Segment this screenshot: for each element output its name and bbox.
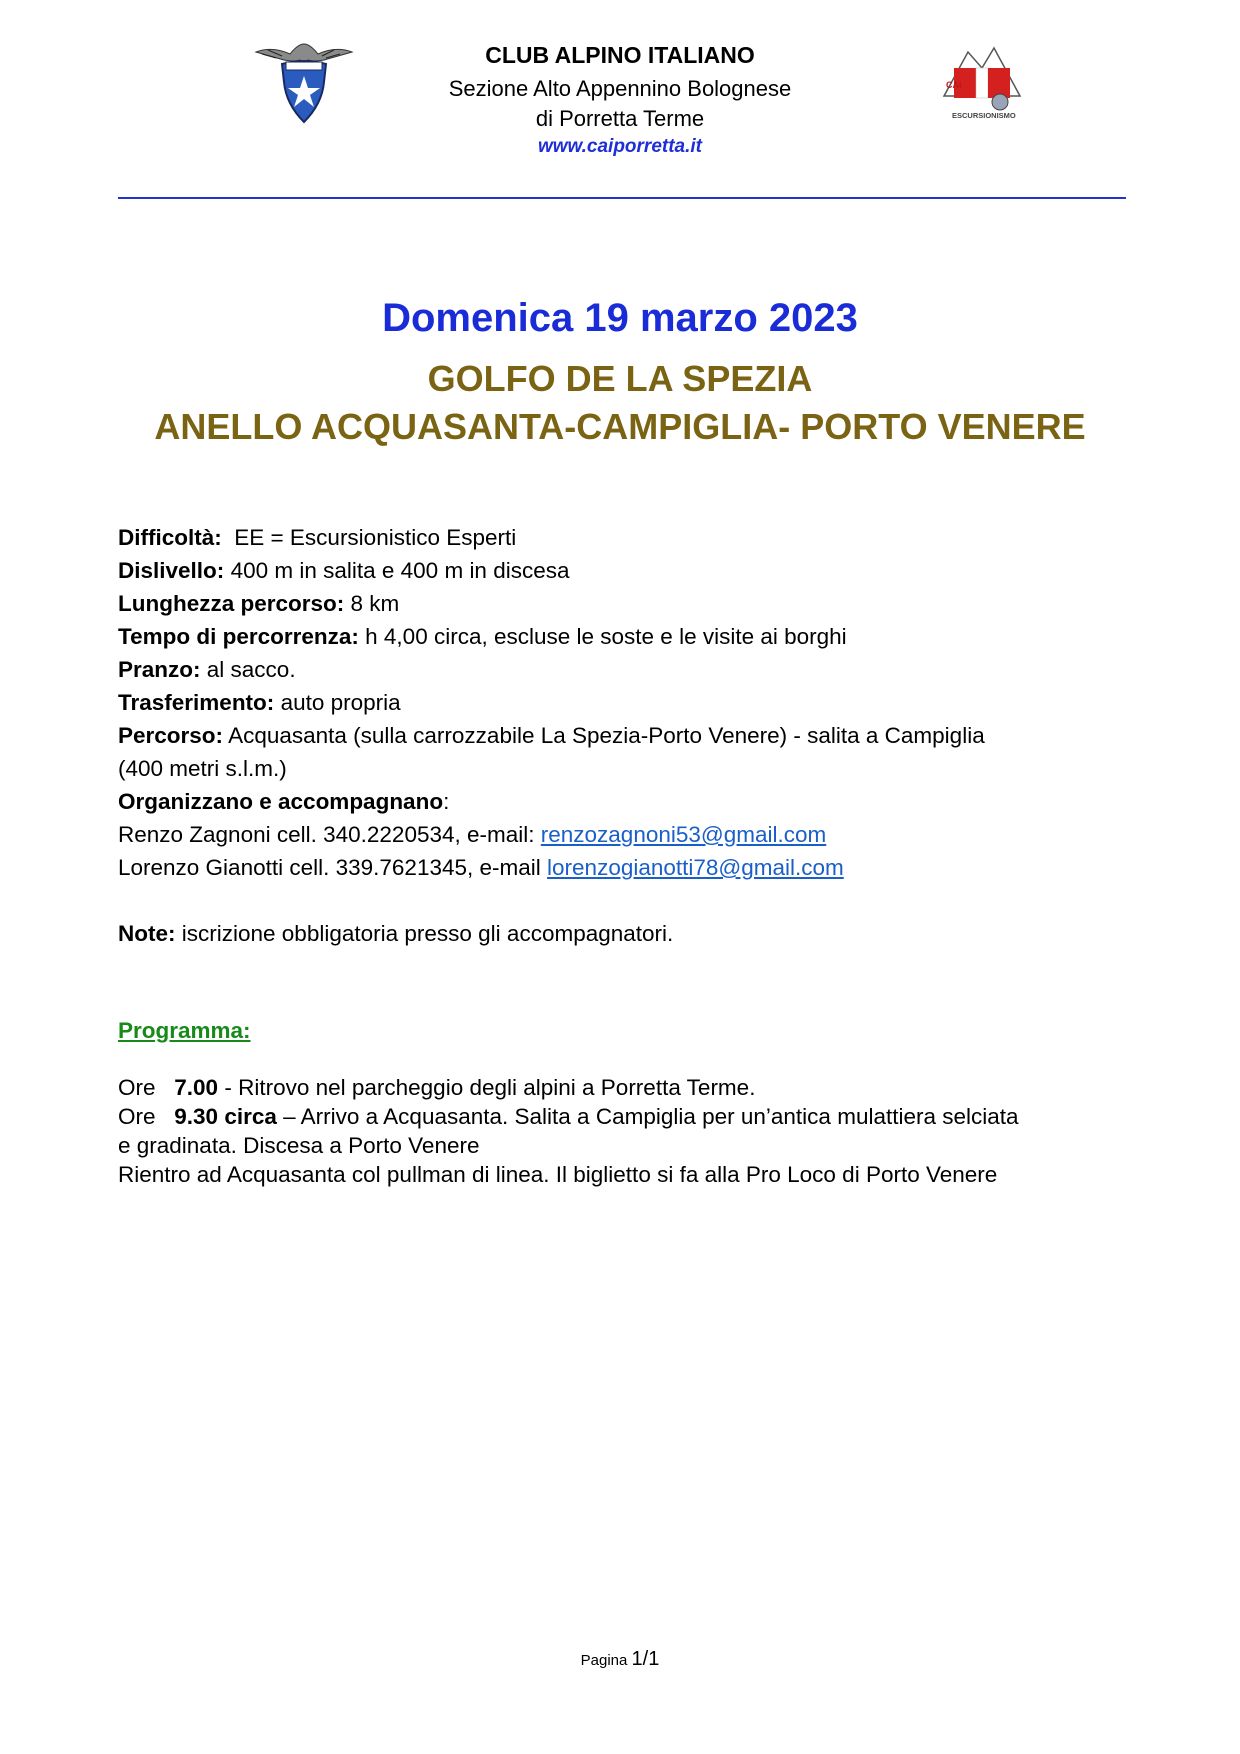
program-item-2-prefix: Ore [118,1104,156,1129]
program-item-1-text: - Ritrovo nel parcheggio degli alpini a Porretta Terme. [218,1075,756,1100]
transfer-row [118,689,401,717]
event-date: Domenica 19 marzo 2023 [382,296,858,340]
time-value: h 4,00 circa, escluse le soste e le visite ai borghi [365,624,847,649]
difficulty-value: EE = Escursionistico Esperti [234,525,517,550]
length-row [118,590,399,618]
event-title-1: GOLFO DE LA SPEZIA [427,358,813,399]
program-item-3: Rientro ad Acquasanta col pullman di linea. Il biglietto si fa alla Pro Loco di Porto Venere [118,1162,998,1187]
organizer-2-text: Lorenzo Gianotti cell. 339.7621345, e-mail [118,855,548,880]
logo-cai-text: CAI [946,80,962,90]
elevation-label: Dislivello: [118,558,225,583]
organizers-row [118,788,449,816]
lunch-row [118,656,296,684]
lunch-label: Pranzo: [118,657,201,682]
website-link[interactable]: www.caiporretta.it [538,136,702,157]
section-name: Sezione Alto Appennino Bolognese [448,76,792,101]
program-item-1 [118,1074,755,1102]
organizer-1 [118,821,826,849]
route-value: Acquasanta (sulla carrozzabile La Spezia-Porto Venere) - salita a Campiglia [228,723,985,748]
cai-eagle-logo [252,38,356,128]
route-row [118,722,985,750]
note-value: iscrizione obbligatoria presso gli accompagnatori. [181,921,674,946]
program-item-2-time: 9.30 circa [174,1104,277,1129]
escursionismo-logo [938,38,1026,124]
program-item-2-cont: e gradinata. Discesa a Porto Venere [118,1133,480,1158]
transfer-label: Trasferimento: [118,690,275,715]
organizer-1-email-link[interactable]: renzozagnoni53@gmail.com [540,822,827,847]
transfer-value: auto propria [280,690,401,715]
time-row [118,623,847,651]
organizers-colon: : [443,789,450,814]
program-item-1-time: 7.00 [174,1075,219,1100]
logo-escursionismo-text: ESCURSIONISMO [952,111,1016,120]
program-item-2-text: – Arrivo a Acquasanta. Salita a Campiglia per un’antica mulattiera selciata [276,1104,1019,1129]
length-label: Lunghezza percorso: [118,591,345,616]
program-item-2 [118,1103,1019,1131]
organizers-label: Organizzano e accompagnano [118,789,444,814]
route-row-cont: (400 metri s.l.m.) [118,756,287,781]
time-label: Tempo di percorrenza: [118,624,359,649]
elevation-row [118,557,570,585]
organizer-2-email-link[interactable]: lorenzogianotti78@gmail.com [547,855,844,880]
header-divider [118,197,1126,199]
club-title: CLUB ALPINO ITALIANO [485,42,755,68]
page-footer [0,1648,1240,1671]
length-value: 8 km [350,591,400,616]
difficulty-label: Difficoltà: [118,525,222,550]
program-heading: Programma: [118,1018,251,1043]
program-item-1-prefix: Ore [118,1075,156,1100]
difficulty-row [118,524,516,552]
organizer-2 [118,854,844,882]
page-number: 1/1 [631,1648,660,1670]
route-label: Percorso: [118,723,224,748]
organizer-1-text: Renzo Zagnoni cell. 340.2220534, e-mail: [118,822,541,847]
lunch-value: al sacco. [206,657,296,682]
page-label: Pagina [580,1652,628,1669]
note-label: Note: [118,921,176,946]
program-heading-row [118,1017,251,1045]
elevation-value: 400 m in salita e 400 m in discesa [230,558,570,583]
note-row [118,920,673,948]
event-title-2: ANELLO ACQUASANTA-CAMPIGLIA- PORTO VENERE [154,406,1086,447]
section-location: di Porretta Terme [535,106,705,131]
